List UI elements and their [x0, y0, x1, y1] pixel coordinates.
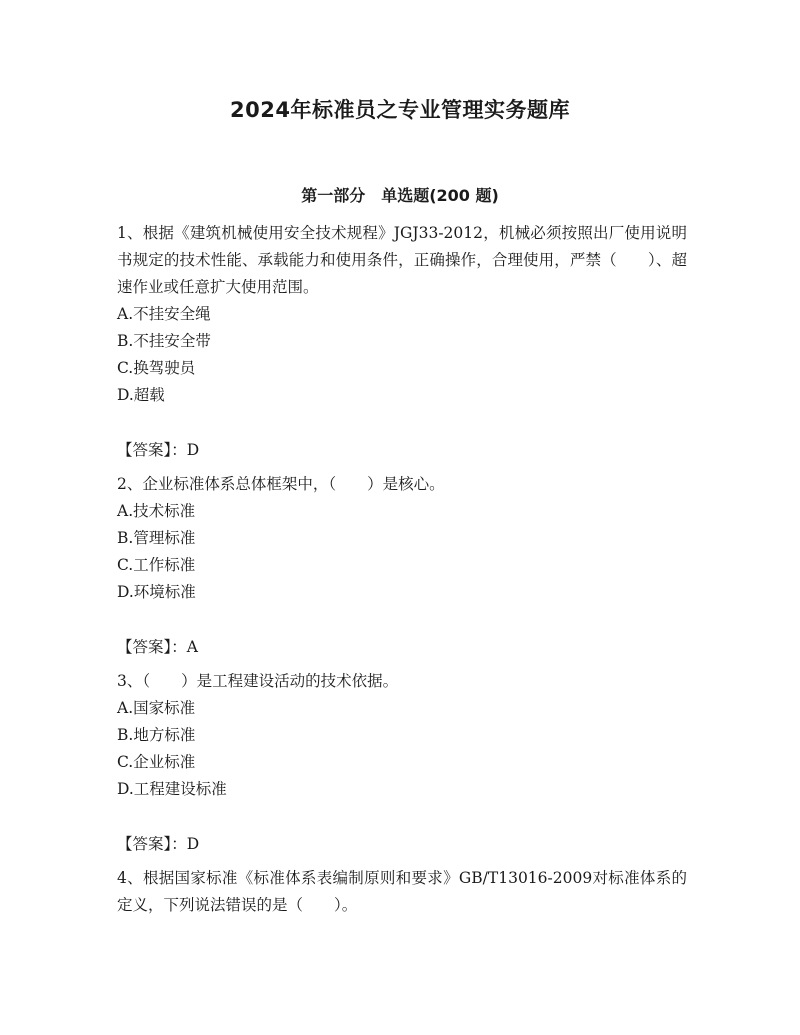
answer-label: 【答案】：: [117, 441, 187, 459]
option-b: B.管理标准: [117, 529, 196, 547]
question-stem: 3、（ ）是工程建设活动的技术依据。: [117, 672, 399, 690]
section-title: 第一部分 单选题(200 题): [301, 186, 499, 205]
question-4: [117, 865, 687, 919]
option-a: A.国家标准: [117, 699, 196, 717]
option-c: C.换驾驶员: [117, 359, 196, 377]
option-d: D.超载: [117, 386, 165, 404]
answer-value: D: [186, 835, 200, 853]
option-d: D.工程建设标准: [117, 780, 227, 798]
option-list: [117, 301, 687, 409]
option-c: C.企业标准: [117, 753, 196, 771]
question-stem: 2、企业标准体系总体框架中，（ ）是核心。: [117, 475, 445, 493]
answer-line: [117, 437, 687, 464]
answer-label: 【答案】：: [117, 835, 187, 853]
answer-value: D: [186, 441, 200, 459]
question-1: [117, 220, 687, 464]
document-title: 2024年标准员之专业管理实务题库: [230, 98, 570, 122]
option-a: A.不挂安全绳: [117, 305, 211, 323]
answer-label: 【答案】：: [117, 638, 187, 656]
question-stem: 1、根据《建筑机械使用安全技术规程》JGJ33-2012，机械必须按照出厂使用说明书规定的技术性能、承载能力和使用条件，正确操作，合理使用，严禁（ ）、超速作业或任意扩大使用范围。: [117, 224, 687, 296]
option-d: D.环境标准: [117, 583, 196, 601]
answer-value: A: [186, 638, 198, 656]
question-2: [117, 471, 687, 661]
option-list: [117, 498, 687, 606]
answer-line: [117, 831, 687, 858]
question-stem: 4、根据国家标准《标准体系表编制原则和要求》GB/T13016-2009对标准体系的定义，下列说法错误的是（ ）。: [117, 869, 687, 914]
option-b: B.地方标准: [117, 726, 196, 744]
option-a: A.技术标准: [117, 502, 196, 520]
question-list: [117, 220, 687, 919]
option-list: [117, 695, 687, 803]
question-3: [117, 668, 687, 858]
answer-line: [117, 634, 687, 661]
option-c: C.工作标准: [117, 556, 196, 574]
option-b: B.不挂安全带: [117, 332, 211, 350]
